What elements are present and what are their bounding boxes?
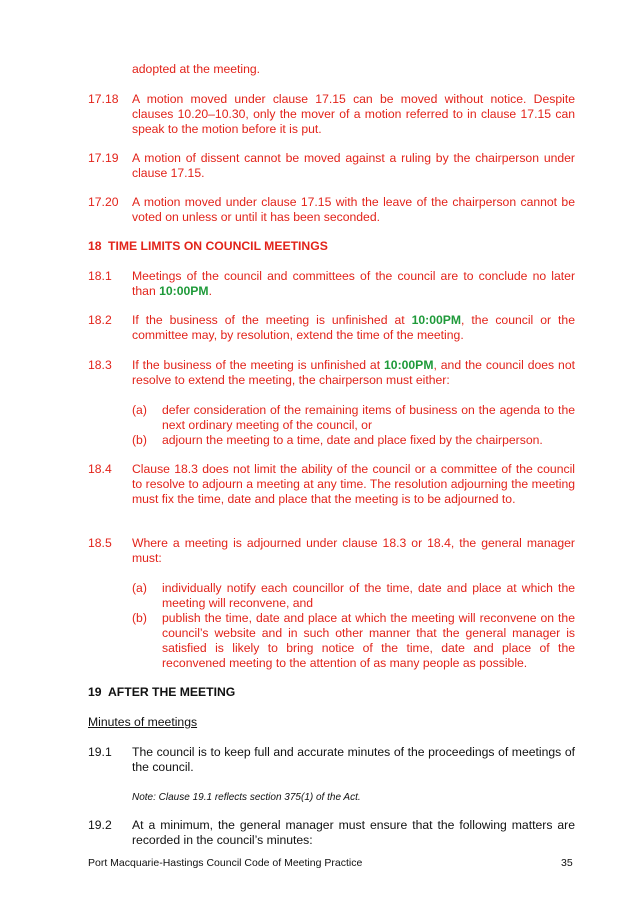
list-label: (b) (132, 433, 147, 447)
clause-number: 19.1 (88, 745, 112, 759)
section-heading-18 (88, 239, 328, 254)
section-title: TIME LIMITS ON COUNCIL MEETINGS (108, 239, 328, 253)
clause-number: 19.2 (88, 818, 112, 832)
clause-text: A motion moved under clause 17.15 can be moved without notice. Despite clauses 10.20–10.30, only the mover of a motion referred to in clause 17.15 can speak to the motion before it is put. (132, 92, 575, 136)
clause-number: 18.5 (88, 536, 112, 550)
clause-text: At a minimum, the general manager must ensure that the following matters are recorded in the council’s minutes: (132, 818, 575, 847)
clause-text: If the business of the meeting is unfinished at 10:00PM, and the council does not resolve to extend the meeting, the chairperson must either: (132, 358, 575, 387)
clause-number: 18.3 (88, 358, 112, 372)
clause-text: If the business of the meeting is unfinished at 10:00PM, the council or the committee may, by resolution, extend the time of the meeting. (132, 313, 575, 342)
list-text: individually notify each councillor of the time, date and place at which the meeting will reconvene, and (162, 581, 575, 610)
clause-number: 18.1 (88, 269, 112, 283)
clause-text: Clause 18.3 does not limit the ability of the council or a committee of the council to resolve to adjourn a meeting at any time. The resolution adjourning the meeting must fix the time, date and place that the meeting is to be adjourned to. (132, 462, 575, 506)
clause-number: 17.18 (88, 92, 119, 106)
section-title: AFTER THE MEETING (108, 685, 236, 699)
list-text: defer consideration of the remaining items of business on the agenda to the next ordinary meeting of the council, or (162, 403, 575, 432)
subheading-minutes: Minutes of meetings (88, 715, 198, 729)
time-highlight: 10:00PM (384, 358, 434, 372)
list-label: (a) (132, 403, 147, 417)
list-text: adjourn the meeting to a time, date and place fixed by the chairperson. (162, 433, 543, 447)
list-label: (b) (132, 611, 147, 625)
section-number: 19 (88, 685, 102, 699)
clause-number: 17.20 (88, 195, 119, 209)
time-highlight: 10:00PM (411, 313, 462, 327)
footer-title: Port Macquarie-Hastings Council Code of Meeting Practice (88, 857, 363, 869)
clause-number: 17.19 (88, 151, 119, 165)
list-label: (a) (132, 581, 147, 595)
clause-text: A motion of dissent cannot be moved against a ruling by the chairperson under clause 17.15. (132, 151, 575, 180)
note-text: Note: Clause 19.1 reflects section 375(1) of the Act. (132, 792, 361, 803)
section-heading-19 (88, 685, 235, 700)
clause-text: Where a meeting is adjourned under clause 18.3 or 18.4, the general manager must: (132, 536, 575, 565)
clause-number: 18.2 (88, 313, 112, 327)
clause-number: 18.4 (88, 462, 112, 476)
time-highlight: 10:00PM (159, 284, 209, 298)
page-number: 35 (561, 857, 573, 869)
list-text: publish the time, date and place at which the meeting will reconvene on the council’s website and in such other manner that the general manager is satisfied is likely to bring notice of the time, date and place of the reconvened meeting to the attention of as many people as possible. (162, 611, 575, 670)
clause-text: The council is to keep full and accurate minutes of the proceedings of meetings of the council. (132, 745, 575, 774)
section-number: 18 (88, 239, 102, 253)
clause-text: Meetings of the council and committees of the council are to conclude no later than 10:00PM. (132, 269, 575, 298)
clause-text: A motion moved under clause 17.15 with the leave of the chairperson cannot be voted on unless or until it has been seconded. (132, 195, 575, 224)
continuation-text: adopted at the meeting. (132, 62, 261, 76)
